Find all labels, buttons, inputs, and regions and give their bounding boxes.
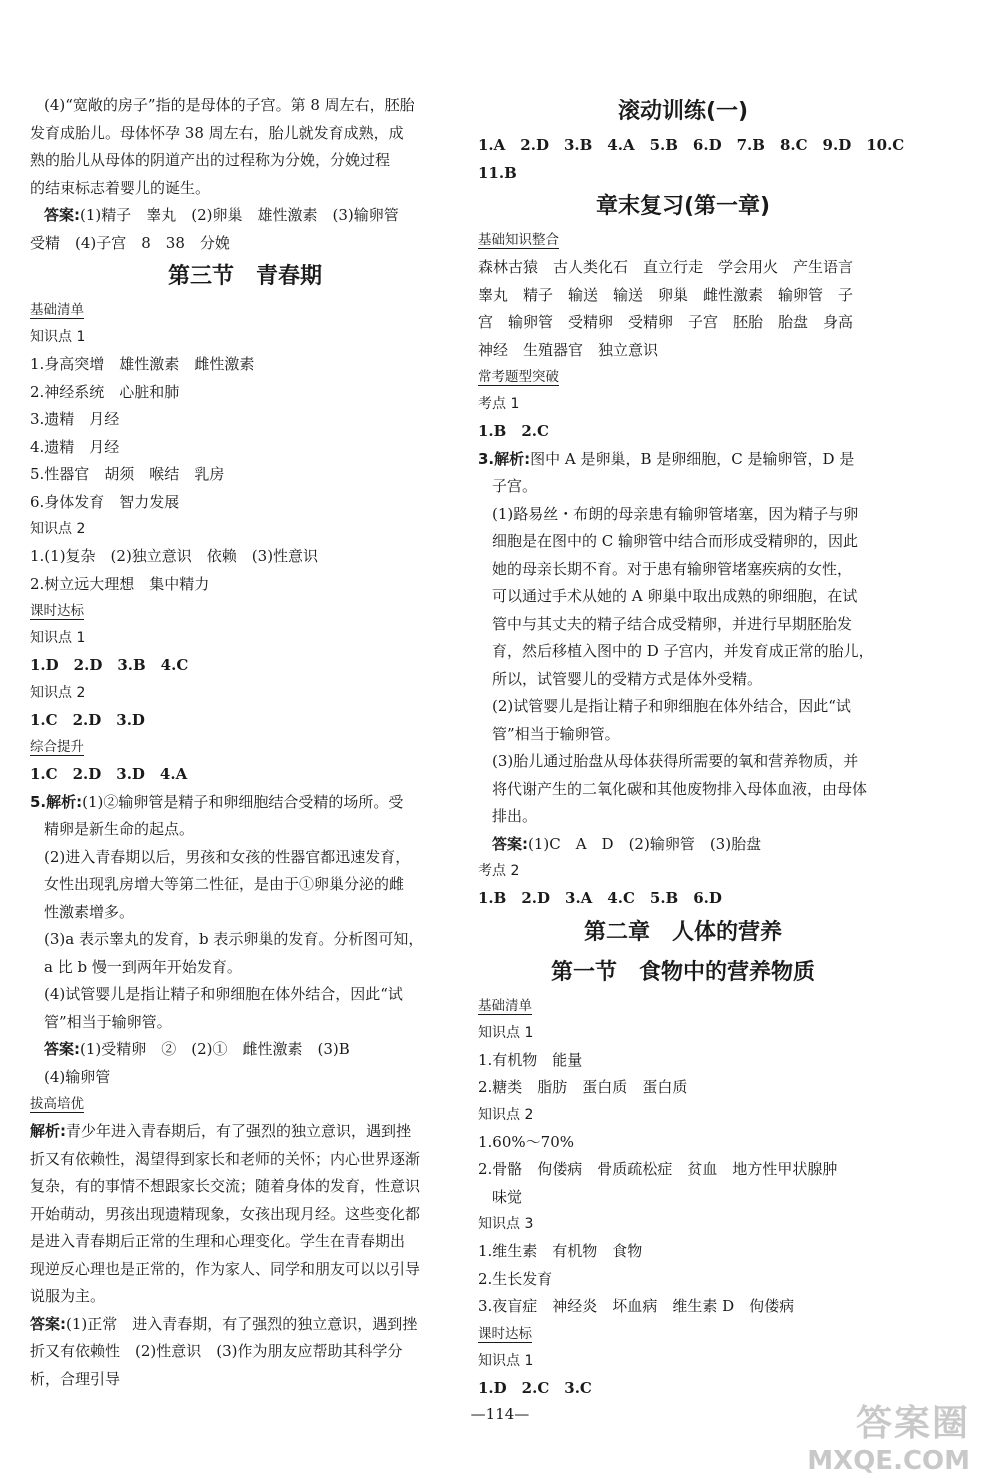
watermark-url: MXQE.COM [807, 1446, 970, 1476]
chapter-title: 第二章 人体的营养 [583, 919, 782, 945]
text-line: 发育成胎儿。母体怀孕 38 周左右，胎儿就发育成熟，成 [30, 123, 404, 142]
subsection-heading: 基础清单 [478, 997, 532, 1014]
text-line: (3)a 表示睾丸的发育，b 表示卵巢的发育。分析图可知， [44, 930, 424, 948]
text-line: 睾丸 精子 输送 输送 卵巢 雌性激素 输卵管 子 [478, 285, 854, 304]
exam-point-label: 考点 1 [478, 396, 520, 412]
section-title: 第三节 青春期 [167, 264, 322, 289]
answer-line: 答案:(1)受精卵 ② (2)① 雌性激素 (3)B [44, 1040, 350, 1058]
text-line: (2)进入青春期以后，男孩和女孩的性器官都迅速发育， [44, 847, 411, 866]
text-line: 可以通过手术从她的 A 卵巢中取出成熟的卵细胞，在试 [492, 587, 858, 605]
text-line: 管”相当于输卵管。 [492, 724, 620, 743]
watermark-main: 答案圈 [855, 1403, 970, 1444]
text-line: 她的母亲长期不育。对于患有输卵管堵塞疾病的女性， [492, 559, 853, 578]
subsection-heading: 常考题型突破 [478, 369, 559, 385]
text-line: 的结束标志着婴儿的诞生。 [30, 178, 211, 197]
choice-answers: 1.C 2.D 3.D [30, 710, 145, 729]
text-line: 管”相当于输卵管。 [44, 1012, 172, 1031]
analysis-label: 解析: [30, 1122, 66, 1140]
answer-line: 答案:(1)正常 进入青春期，有了强烈的独立意识，遇到挫 [30, 1314, 418, 1333]
answer-label: 答案: [44, 206, 80, 224]
subsection-heading: 综合提升 [30, 739, 84, 755]
analysis-line: 5.解析:(1)②输卵管是精子和卵细胞结合受精的场所。受 [30, 792, 404, 811]
knowledge-point-label: 知识点 1 [30, 329, 86, 345]
answer-line: 折又有依赖性 (2)性意识 (3)作为朋友应帮助其科学分 [30, 1342, 403, 1360]
list-item: 1.(1)复杂 (2)独立意识 依赖 (3)性意识 [30, 547, 319, 565]
text-line: (4)“宽敞的房子”指的是母体的子宫。第 8 周左右，胚胎 [44, 96, 415, 114]
text-line: 说服为主。 [30, 1287, 106, 1305]
text-line: 排出。 [492, 807, 538, 825]
choice-answers: 11.B [478, 163, 517, 182]
text-line: 育，然后移植入图中的 D 子宫内，并发育成正常的胎儿， [492, 642, 874, 660]
subsection-heading: 基础清单 [30, 302, 84, 318]
watermark-logo [807, 1395, 970, 1476]
left-column [30, 92, 460, 1393]
text-line: 子宫。 [492, 477, 538, 495]
text-line: a 比 b 慢一到两年开始发育。 [44, 957, 242, 976]
analysis-line: 解析:青少年进入青春期后，有了强烈的独立意识，遇到挫 [30, 1122, 412, 1140]
list-item: 1.有机物 能量 [478, 1050, 583, 1069]
section-title: 章末复习(第一章) [595, 194, 771, 219]
list-item: 味觉 [492, 1187, 523, 1206]
list-item: 1.维生素 有机物 食物 [478, 1242, 643, 1260]
text-line: 复杂，有的事情不想跟家长交流；随着身体的发育，性意识 [30, 1177, 421, 1195]
text-line: 开始萌动，男孩出现遗精现象，女孩出现月经。这些变化都 [30, 1204, 421, 1223]
text-line: 管中与其丈夫的精子结合成受精卵，并进行早期胚胎发 [492, 614, 853, 633]
answer-line: 答案:(1)精子 睾丸 (2)卵巢 雄性激素 (3)输卵管 [44, 206, 399, 224]
list-item: 5.性器官 胡须 喉结 乳房 [30, 465, 225, 483]
analysis-label: 3.解析: [478, 449, 531, 468]
analysis-label: 5.解析: [30, 792, 83, 811]
knowledge-point-label: 知识点 3 [478, 1216, 534, 1232]
text-line: 折又有依赖性，渴望得到家长和老师的关怀；内心世界逐渐 [30, 1149, 421, 1168]
subsection-heading: 课时达标 [30, 603, 84, 619]
text-line: (1)路易丝・布朗的母亲患有输卵管堵塞，因为精子与卵 [492, 504, 859, 523]
section-title: 第一节 食物中的营养物质 [550, 959, 815, 985]
subsection-heading: 课时达标 [478, 1325, 532, 1342]
text-line: 性激素增多。 [44, 902, 135, 921]
answer-line: 受精 (4)子宫 8 38 分娩 [30, 233, 230, 252]
text-line: 所以，试管婴儿的受精方式是体外受精。 [492, 669, 763, 688]
choice-answers: 1.C 2.D 3.D 4.A [30, 765, 188, 783]
text-line: 细胞是在图中的 C 输卵管中结合而形成受精卵的，因此 [492, 532, 859, 550]
text-line: (3)胎儿通过胎盘从母体获得所需要的氧和营养物质，并 [492, 752, 859, 770]
section-title: 滚动训练(一) [617, 99, 749, 124]
choice-answers: 1.A 2.D 3.B 4.A 5.B 6.D 7.B 8.C 9.D 10.C [478, 136, 905, 154]
knowledge-point-label: 知识点 2 [30, 684, 86, 701]
list-item: 2.生长发育 [478, 1269, 553, 1288]
text-line: 森林古猿 古人类化石 直立行走 学会用火 产生语言 [478, 258, 854, 276]
answer-label: 答案: [30, 1314, 66, 1333]
text-line: (2)试管婴儿是指让精子和卵细胞在体外结合，因此“试 [492, 697, 851, 715]
text-line: 熟的胎儿从母体的阴道产出的过程称为分娩，分娩过程 [30, 151, 391, 169]
exam-point-label: 考点 2 [478, 863, 520, 879]
answer-line: (4)输卵管 [44, 1067, 111, 1086]
text-line: (4)试管婴儿是指让精子和卵细胞在体外结合，因此“试 [44, 985, 403, 1003]
knowledge-point-label: 知识点 2 [30, 521, 86, 537]
list-item: 2.树立远大理想 集中精力 [30, 574, 210, 593]
list-item: 2.神经系统 心脏和肺 [30, 382, 180, 401]
choice-answers: 1.D 2.C 3.C [478, 1378, 592, 1397]
answer-label: 答案: [44, 1040, 80, 1058]
subsection-heading: 基础知识整合 [478, 232, 559, 248]
knowledge-point-label: 知识点 1 [478, 1352, 534, 1369]
knowledge-point-label: 知识点 2 [478, 1106, 534, 1123]
list-item: 1.身高突增 雄性激素 雌性激素 [30, 355, 255, 373]
analysis-line: 3.解析:图中 A 是卵巢，B 是卵细胞，C 是输卵管，D 是 [478, 449, 855, 468]
list-item: 6.身体发育 智力发展 [30, 492, 180, 511]
text-line: 神经 生殖器官 独立意识 [478, 340, 659, 359]
knowledge-point-label: 知识点 1 [478, 1024, 534, 1041]
list-item: 1.60%～70% [478, 1132, 574, 1151]
text-line: 宫 输卵管 受精卵 受精卵 子宫 胚胎 胎盘 身高 [478, 313, 854, 331]
knowledge-point-label: 知识点 1 [30, 630, 86, 646]
page-number: —114— [470, 1405, 530, 1423]
text-line: 现逆反心理也是正常的，作为家人、同学和朋友可以以引导 [30, 1259, 421, 1278]
text-line: 将代谢产生的二氧化碳和其他废物排入母体血液，由母体 [492, 779, 868, 798]
list-item: 3.遗精 月经 [30, 410, 120, 428]
subsection-heading: 拔高培优 [30, 1096, 84, 1112]
list-item: 3.夜盲症 神经炎 坏血病 维生素 D 佝偻病 [478, 1297, 795, 1315]
answer-line: 析，合理引导 [30, 1369, 121, 1388]
choice-answers: 1.B 2.C [478, 422, 549, 440]
list-item: 2.骨骼 佝偻病 骨质疏松症 贫血 地方性甲状腺肿 [478, 1160, 838, 1178]
answer-label: 答案: [492, 834, 528, 853]
list-item: 4.遗精 月经 [30, 437, 120, 456]
answer-line: 答案:(1)C A D (2)输卵管 (3)胎盘 [492, 834, 762, 853]
list-item: 2.糖类 脂肪 蛋白质 蛋白质 [478, 1078, 688, 1096]
right-column [478, 92, 905, 1402]
text-line: 女性出现乳房增大等第二性征，是由于①卵巢分泌的雌 [44, 875, 405, 893]
choice-answers: 1.B 2.D 3.A 4.C 5.B 6.D [478, 889, 722, 907]
text-line: 是进入青春期后正常的生理和心理变化。学生在青春期出 [30, 1232, 406, 1250]
choice-answers: 1.D 2.D 3.B 4.C [30, 656, 189, 674]
text-line: 精卵是新生命的起点。 [44, 820, 195, 838]
